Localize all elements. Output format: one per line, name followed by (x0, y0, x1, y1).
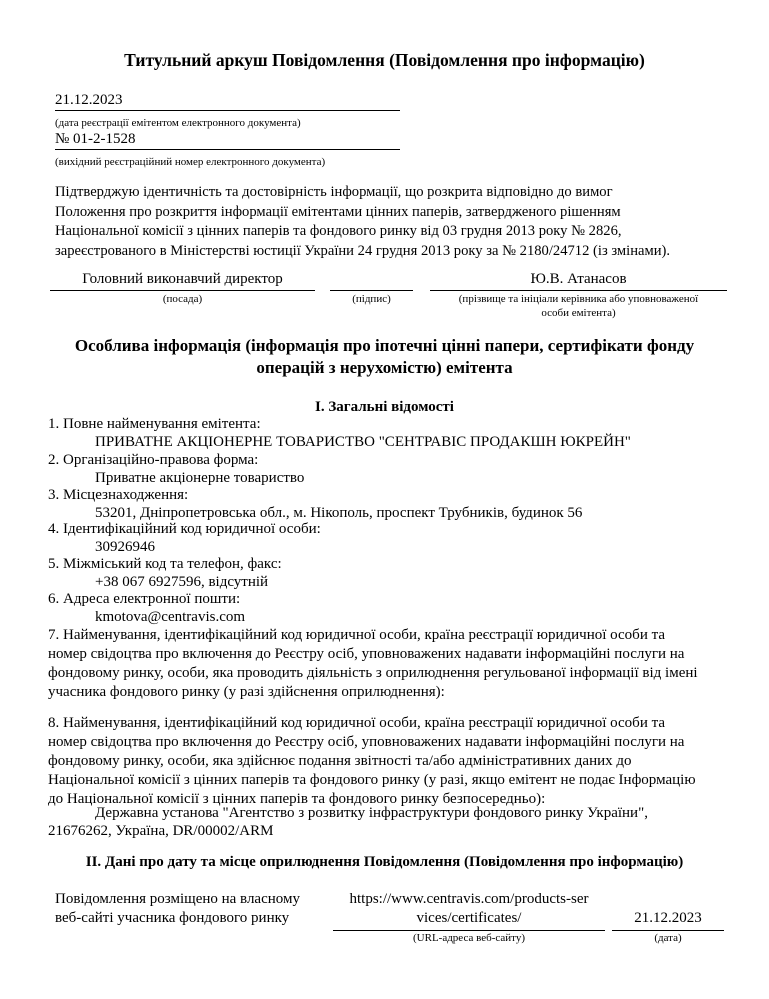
registration-date-field (55, 91, 400, 111)
item5-value: +38 067 6927596, відсутній (95, 574, 269, 590)
item8-line: номер свідоцтва про включення до Реєстру осіб, уповноважених надавати інформаційні послуги на (48, 734, 685, 750)
item8-value-continued: 21676262, Україна, DR/00002/ARM (48, 823, 274, 839)
name-caption (430, 292, 727, 320)
item7-line: фондовому ринку, особи, яка проводить діяльність з оприлюднення регульованої інформації від імені (48, 665, 698, 681)
confirmation-paragraph (55, 183, 735, 261)
item5-label: 5. Міжміський код та телефон, факс: (48, 556, 282, 572)
registration-date: 21.12.2023 (55, 92, 123, 108)
section1-heading: I. Загальні відомості (315, 399, 454, 415)
confirmation-line: зареєстрованого в Міністерстві юстиції України 24 грудня 2013 року за № 2180/24712 (із змінами). (55, 242, 671, 259)
item2-label: 2. Організаційно-правова форма: (48, 452, 259, 468)
registration-number-caption: (вихідний реєстраційний номер електронного документа) (55, 156, 326, 168)
position-caption: (посада) (162, 293, 203, 305)
item7-paragraph (48, 626, 728, 702)
signature-field (330, 270, 413, 291)
registration-number-field (55, 130, 400, 150)
item7-line: 7. Найменування, ідентифікаційний код юридичної особи, країна реєстрації юридичної особи та (48, 627, 665, 643)
item1-label: 1. Повне найменування емітента: (48, 416, 261, 432)
item8-line: 8. Найменування, ідентифікаційний код юридичної особи, країна реєстрації юридичної особи та (48, 715, 665, 731)
publication-label-line: Повідомлення розміщено на власному (55, 891, 300, 907)
date-caption: (дата) (654, 932, 682, 944)
item8-line: до Національної комісії з цінних паперів та фондового ринку безпосередньо): (48, 791, 546, 807)
publication-url-line: https://www.centravis.com/products-ser (349, 891, 589, 907)
confirmation-line: Положення про розкриття інформації емітентами цінних паперів, затвердженого рішенням (55, 203, 621, 220)
main-title (0, 335, 769, 379)
item7-line: номер свідоцтва про включення до Реєстру осіб, уповноважених надавати інформаційні послуги на (48, 646, 685, 662)
confirmation-line: Національної комісії з цінних паперів та фондового ринку від 03 грудня 2013 року № 2826, (55, 223, 622, 239)
main-title-line: Особлива інформація (інформація про іпотечні цінні папери, сертифікати фонду (74, 336, 695, 355)
name-caption-line: особи емітента) (541, 307, 616, 319)
publication-date: 21.12.2023 (612, 909, 724, 931)
item8-value: Державна установа "Агентство з розвитку інфраструктури фондового ринку України", (95, 805, 648, 821)
item7-line: учасника фондового ринку (у разі здійснення оприлюднення): (48, 684, 445, 700)
item4-label: 4. Ідентифікаційний код юридичної особи: (48, 521, 321, 537)
signature-caption: (підпис) (352, 293, 391, 305)
item1-value: ПРИВАТНЕ АКЦIОНЕРНЕ ТОВАРИСТВО "СЕНТРАВIС ПРОДАКШН ЮКРЕЙН" (95, 434, 631, 450)
registration-number: № 01-2-1528 (55, 131, 136, 147)
publication-url-line: vices/certificates/ (416, 910, 522, 926)
publication-label (55, 890, 325, 928)
url-caption: (URL-адреса веб-сайту) (413, 932, 525, 944)
item6-value: kmotova@centravis.com (95, 609, 246, 625)
confirmation-line: Підтверджую ідентичність та достовірність інформації, що розкрита відповідно до вимог (55, 184, 613, 200)
item8-paragraph (48, 714, 728, 809)
item4-value: 30926946 (95, 539, 155, 555)
name-caption-line: (прізвище та ініціали керівника або уповноваженої (458, 293, 699, 305)
publication-url (333, 890, 605, 931)
signature-position: Головний виконавчий директор (50, 270, 315, 291)
publication-label-line: веб-сайті учасника фондового ринку (55, 910, 290, 926)
main-title-line: операцій з нерухомістю) емітента (256, 358, 513, 377)
item3-value: 53201, Дніпропетровська обл., м. Нікополь, проспект Трубників, будинок 56 (95, 505, 583, 521)
item8-line: Національної комісії з цінних паперів та фондового ринку (у разі, якщо емітент не подає Інформацію (48, 772, 696, 788)
item2-value: Приватне акціонерне товариство (95, 470, 305, 486)
page-title: Титульний аркуш Повідомлення (Повідомлення про інформацію) (124, 50, 645, 70)
item8-line: фондовому ринку, особи, яка здійснює подання звітності та/або адміністративних даних до (48, 753, 632, 769)
signature-name: Ю.В. Атанасов (430, 270, 727, 291)
registration-date-caption: (дата реєстрації емітентом електронного документа) (55, 117, 301, 129)
section2-heading: II. Дані про дату та місце оприлюднення Повідомлення (Повідомлення про інформацію) (85, 854, 684, 870)
item6-label: 6. Адреса електронної пошти: (48, 591, 241, 607)
item3-label: 3. Місцезнаходження: (48, 487, 189, 503)
